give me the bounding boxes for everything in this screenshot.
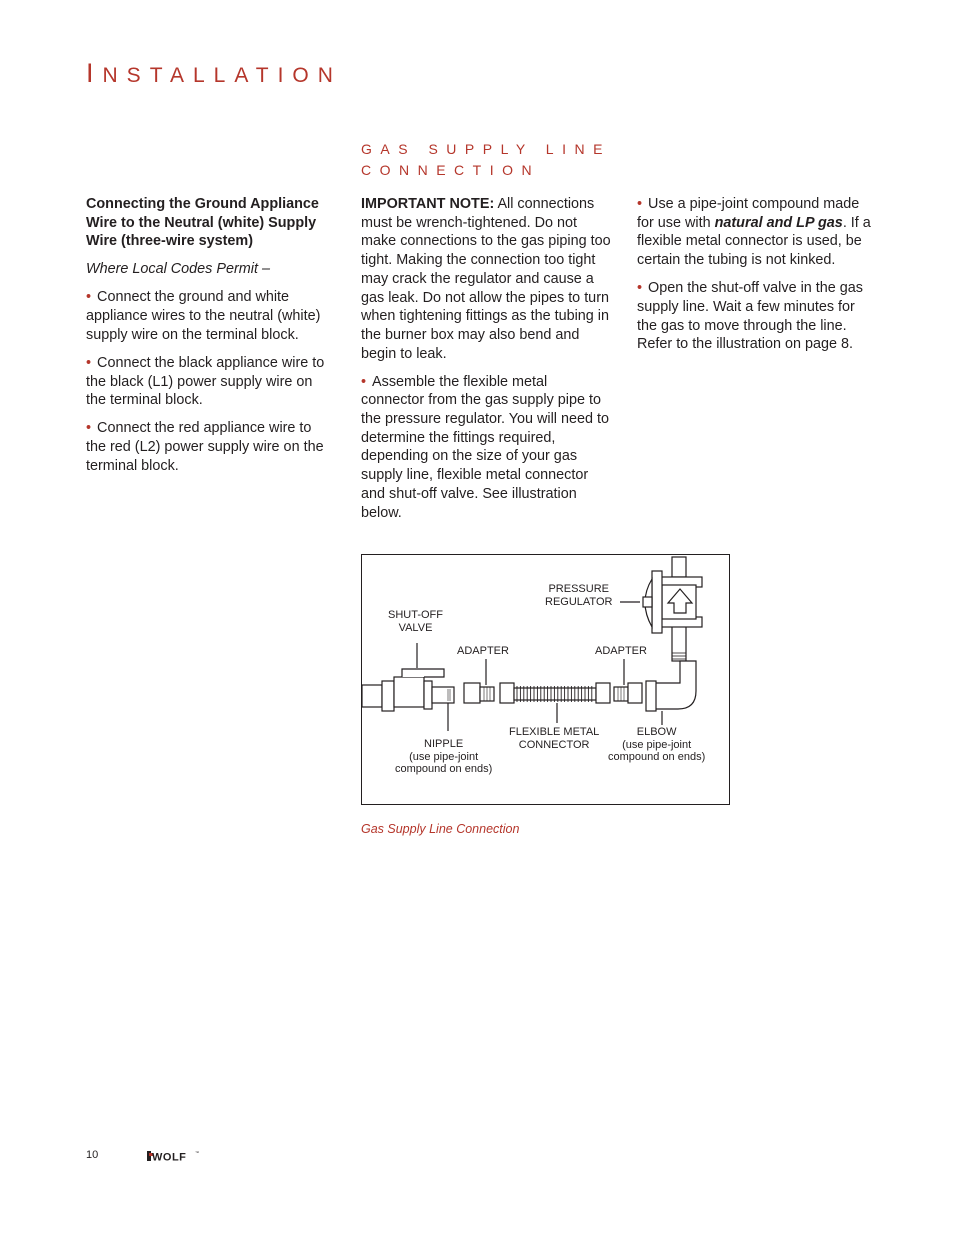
section-title — [86, 58, 342, 89]
label-nipple — [395, 738, 492, 776]
label-flex-connector — [509, 726, 599, 751]
list-item — [361, 373, 611, 523]
emphasis-natural-lp-gas: natural and LP gas — [714, 214, 843, 231]
label-line: compound on ends) — [608, 751, 706, 763]
wolf-logo — [147, 1150, 199, 1162]
label-line: (use pipe-joint — [622, 738, 692, 751]
list-item-text: Use a pipe-joint compound made for use with — [637, 196, 860, 231]
label-line: compound on ends) — [395, 763, 493, 775]
bullet-icon: • — [637, 280, 643, 297]
gas-supply-diagram — [361, 554, 730, 805]
list-item-text: Assemble the flexible metal connector from the gas supply pipe to the pressure regulator. You will need to determine the fittings required, depending on the size of your gas supply line, flexible metal connector and shut-off valve. See illustration below. — [361, 373, 610, 521]
label-pressure-regulator — [545, 583, 612, 608]
list-item-text: . If a flexible metal connector is used, be certain the tubing is not kinked. — [637, 214, 871, 269]
label-adapter-left: ADAPTER — [457, 645, 509, 657]
bullet-icon: • — [361, 373, 367, 390]
label-line: (use pipe-joint — [409, 750, 479, 763]
page-heading-line2: CONNECTION — [361, 162, 541, 178]
label-line: VALVE — [398, 621, 433, 634]
list-item — [637, 195, 877, 270]
label-line: REGULATOR — [545, 595, 613, 608]
bullet-icon: • — [86, 420, 92, 437]
figure-caption: Gas Supply Line Connection — [361, 822, 520, 836]
important-note-label: IMPORTANT NOTE: — [361, 196, 495, 212]
label-elbow — [608, 726, 705, 764]
page-heading — [361, 139, 661, 181]
important-note-text: All connections must be wrench-tightened. Do not make connections to the gas piping too tight. Making the connection too tight may crack the regulator and cause a gas leak. Do not allow the pipes to turn when tightening fittings as the tubing in the burner box may also bend and begin to leak. — [361, 196, 611, 362]
column-compound — [637, 195, 877, 363]
page-heading-line1: GAS SUPPLY LINE — [361, 141, 611, 157]
label-adapter-right: ADAPTER — [595, 645, 647, 657]
label-line: CONNECTOR — [518, 738, 590, 751]
bullet-icon: • — [86, 354, 92, 371]
section-title-initial: I — [86, 58, 103, 88]
section-title-rest: NSTALLATION — [102, 64, 342, 87]
bullet-icon: • — [637, 196, 643, 212]
important-note — [361, 195, 611, 363]
list-item-text: Connect the ground and white appliance wires to the neutral (white) supply wire on the terminal block. — [86, 289, 321, 343]
bullet-icon: • — [86, 289, 92, 306]
list-item — [86, 288, 332, 344]
ground-wire-subtitle: Where Local Codes Permit – — [86, 261, 270, 278]
list-item — [86, 354, 332, 410]
column-important-note — [361, 195, 611, 532]
label-line: ELBOW — [636, 726, 677, 738]
page-number: 10 — [86, 1149, 99, 1161]
label-line: NIPPLE — [424, 738, 464, 750]
list-item-text: Connect the red appliance wire to the red (L2) power supply wire on the terminal block. — [86, 420, 324, 474]
list-item — [637, 279, 877, 354]
label-line: FLEXIBLE METAL — [509, 726, 600, 738]
svg-text:™: ™ — [195, 1150, 199, 1155]
label-shutoff-valve — [388, 609, 443, 634]
list-item — [86, 419, 332, 475]
svg-text:WOLF: WOLF — [152, 1151, 187, 1162]
label-line: SHUT-OFF — [388, 609, 443, 621]
ground-wire-title: Connecting the Ground Appliance Wire to the Neutral (white) Supply Wire (three-wire system) — [86, 196, 319, 250]
column-ground-wire — [86, 195, 332, 485]
list-item-text: Open the shut-off valve in the gas supply line. Wait a few minutes for the gas to move through the line. Refer to the illustration on page 8. — [637, 280, 863, 353]
label-line: PRESSURE — [548, 583, 609, 595]
list-item-text: Connect the black appliance wire to the black (L1) power supply wire on the terminal block. — [86, 354, 325, 409]
